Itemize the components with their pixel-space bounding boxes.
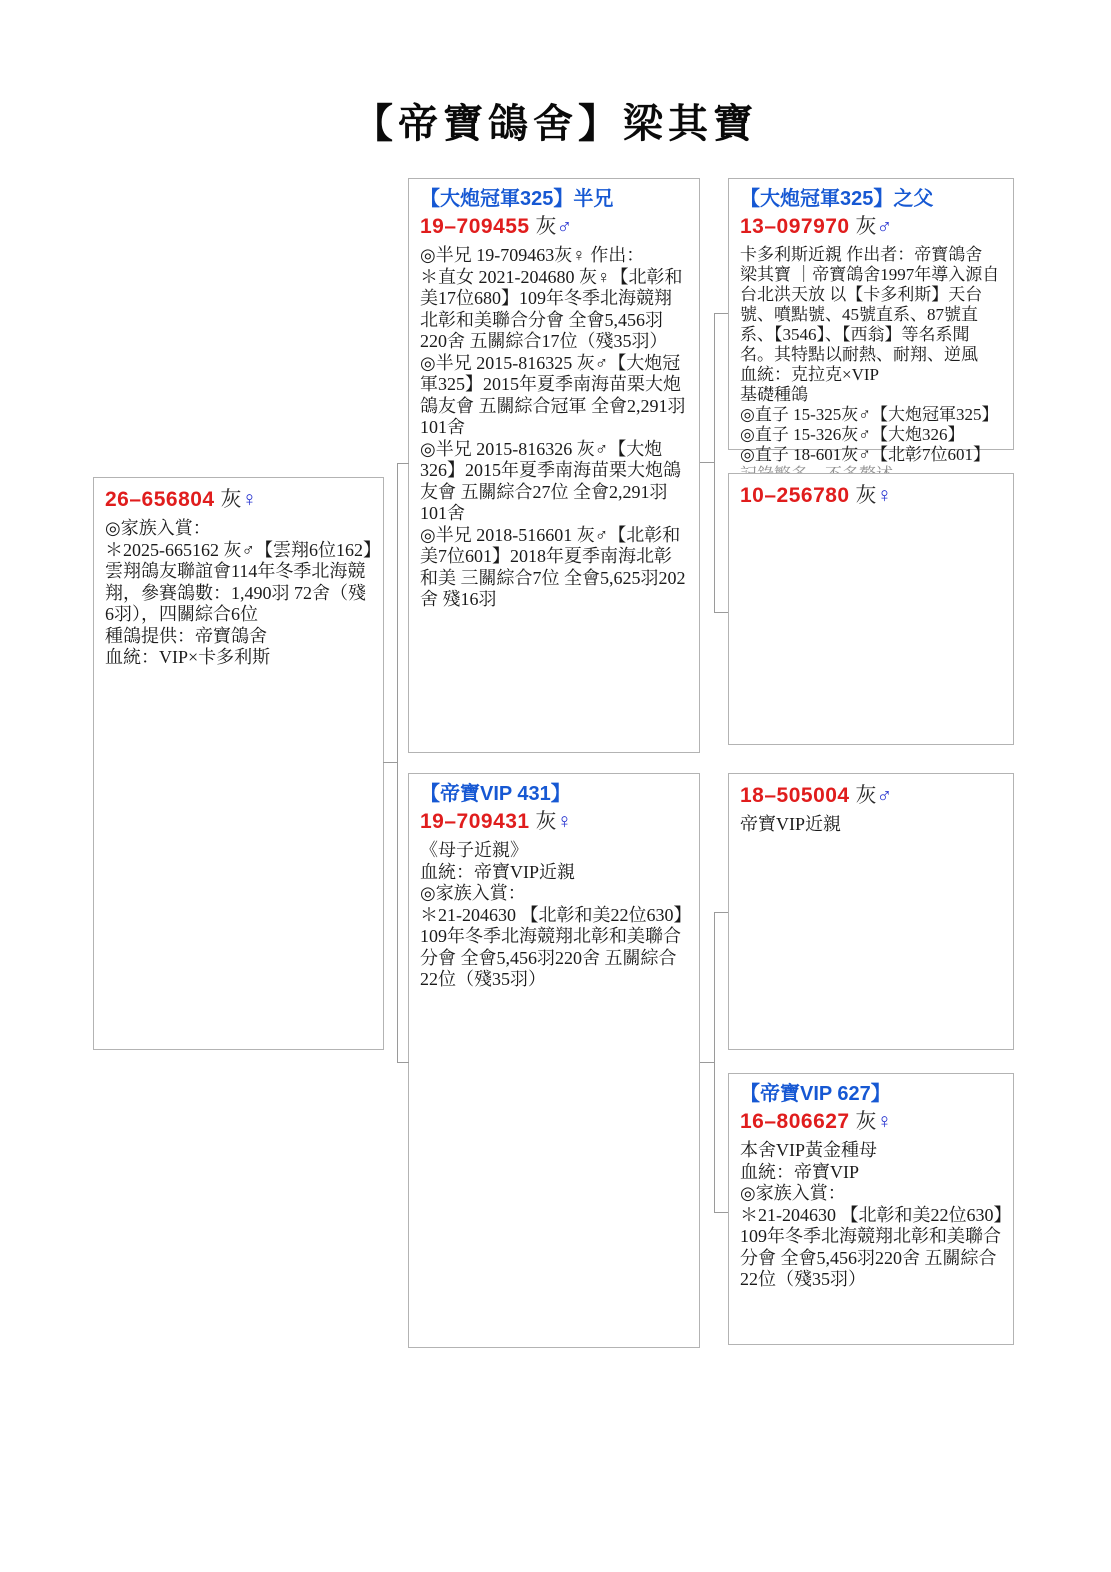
body-line: ＊21-204630 【北彰和美22位630】109年冬季北海競翔北彰和美聯合分會 全會5,456羽220舍 五關綜合22位（殘35羽） bbox=[420, 904, 683, 989]
ring-number: 16–806627 bbox=[740, 1110, 850, 1133]
connector-left-stub-subject bbox=[383, 762, 398, 763]
ring-number: 19–709431 bbox=[420, 810, 530, 833]
pigeon-card-sire bbox=[408, 178, 700, 753]
pigeon-card-dam bbox=[408, 773, 700, 1348]
ring-line bbox=[740, 781, 1003, 810]
ring-line bbox=[105, 485, 373, 514]
card-body bbox=[105, 518, 381, 669]
connector-left-vertical bbox=[397, 463, 398, 1063]
body-line: ◎半兄 2015-816326 灰♂【大炮326】2015年夏季南海苗栗大炮鴿友會 五關綜合27位 全會2,291羽101舍 bbox=[420, 438, 681, 523]
body-line: ◎直子 18-601灰♂【北彰7位601】 bbox=[740, 445, 990, 464]
card-title: 【帝寶VIP 627】 bbox=[740, 1083, 891, 1105]
card-body bbox=[420, 245, 689, 611]
connector-dam-stub-top bbox=[714, 912, 728, 913]
pigeon-card-dam-dam bbox=[728, 1073, 1014, 1345]
feather-color: 灰 bbox=[855, 214, 877, 238]
pigeon-card-dam-sire bbox=[728, 773, 1014, 1050]
feather-color: 灰 bbox=[855, 483, 877, 507]
connector-sire-stub-top bbox=[714, 313, 728, 314]
ring-line bbox=[420, 807, 689, 836]
body-line: ◎半兄 19-709463灰♀ 作出： bbox=[420, 245, 645, 265]
pigeon-card-subject bbox=[93, 477, 384, 1050]
feather-color: 灰 bbox=[855, 1109, 877, 1133]
connector-sire-vertical bbox=[714, 313, 715, 613]
sex-symbol: ♀ bbox=[556, 810, 573, 833]
sex-symbol: ♂ bbox=[876, 215, 893, 238]
body-line: ◎家族入賞： bbox=[105, 518, 211, 538]
ring-number: 18–505004 bbox=[740, 784, 850, 807]
card-body bbox=[740, 1140, 1003, 1291]
ring-number: 10–256780 bbox=[740, 484, 850, 507]
connector-sire-stub-bottom bbox=[714, 612, 728, 613]
card-title: 【大炮冠軍325】半兄 bbox=[420, 188, 614, 210]
ring-number: 26–656804 bbox=[105, 488, 215, 511]
body-line: 血統：帝寶VIP bbox=[740, 1161, 860, 1182]
body-line: 帝寶VIP近親 bbox=[740, 814, 842, 834]
body-line: ＊21-204630 【北彰和美22位630】109年冬季北海競翔北彰和美聯合分會 全會5,456羽220舍 五關綜合22位（殘35羽） bbox=[740, 1204, 1003, 1289]
pigeon-card-sire-sire bbox=[728, 178, 1014, 464]
body-line: 卡多利斯近親 作出者：帝寶鴿舍 梁其寶 ｜帝寶鴿舍1997年導入源自 台北洪天放 以【卡多利斯】天台號、噴點號、45號直系、87號直系、【3546】、【西翁】等名系聞名。其特點以耐熱、耐翔、逆風 bbox=[740, 245, 1000, 364]
body-line: ＊2025-665162 灰♂【雲翔6位162】 bbox=[105, 539, 381, 560]
ring-line bbox=[740, 481, 1003, 510]
feather-color: 灰 bbox=[220, 487, 242, 511]
page-title: 【帝寶鴿舍】梁其寶 bbox=[353, 102, 758, 146]
body-line: ◎直子 15-326灰♂【大炮326】 bbox=[740, 425, 965, 444]
connector-dam-stub-mid bbox=[700, 1062, 715, 1063]
ring-number: 13–097970 bbox=[740, 215, 850, 238]
card-body bbox=[740, 814, 1003, 836]
body-line: 《母子近親》 bbox=[420, 840, 528, 860]
body-line: 基礎種鴿 bbox=[740, 385, 808, 404]
connector-sire-stub-mid bbox=[700, 462, 715, 463]
ring-line bbox=[740, 1107, 1003, 1136]
card-title: 【帝寶VIP 431】 bbox=[420, 783, 571, 805]
card-title: 【大炮冠軍325】之父 bbox=[740, 188, 934, 210]
body-line: ◎家族入賞： bbox=[740, 1183, 846, 1203]
pigeon-card-sire-dam bbox=[728, 473, 1014, 745]
feather-color: 灰 bbox=[535, 809, 557, 833]
sex-symbol: ♀ bbox=[876, 1110, 893, 1133]
sex-symbol: ♂ bbox=[876, 784, 893, 807]
body-line: 血統：VIP×卡多利斯 bbox=[105, 647, 271, 667]
body-line: ◎半兄 2018-516601 灰♂【北彰和美7位601】2018年夏季南海北彰和美 三關綜合7位 全會5,625羽202舍 殘16羽 bbox=[420, 524, 686, 609]
body-line: 血統：帝寶VIP近親 bbox=[420, 861, 576, 882]
feather-color: 灰 bbox=[855, 783, 877, 807]
sex-symbol: ♂ bbox=[556, 215, 573, 238]
card-body bbox=[740, 245, 1003, 465]
ring-line bbox=[420, 212, 689, 241]
sex-symbol: ♀ bbox=[876, 484, 893, 507]
body-line: ◎半兄 2015-816325 灰♂【大炮冠軍325】2015年夏季南海苗栗大炮鴿友會 五關綜合冠軍 全會2,291羽101舍 bbox=[420, 352, 686, 437]
card-body bbox=[420, 840, 689, 991]
ring-number: 19–709455 bbox=[420, 215, 530, 238]
body-line: 種鴿提供：帝寶鴿舍 bbox=[105, 625, 267, 646]
connector-left-stub-sire bbox=[397, 463, 409, 464]
connector-left-stub-dam bbox=[397, 1062, 409, 1063]
body-line: 血統：克拉克×VIP bbox=[740, 365, 879, 384]
body-line: 雲翔鴿友聯誼會114年冬季北海競翔，參賽鴿數：1,490羽 72舍（殘6羽），四關綜合6位 bbox=[105, 561, 366, 624]
body-line: ◎家族入賞： bbox=[420, 883, 526, 903]
connector-dam-stub-bottom bbox=[714, 1212, 728, 1213]
body-line: 本舍VIP黃金種母 bbox=[740, 1140, 878, 1160]
ring-line bbox=[740, 212, 1003, 241]
feather-color: 灰 bbox=[535, 214, 557, 238]
sex-symbol: ♀ bbox=[241, 488, 258, 511]
body-line: ＊直女 2021-204680 灰♀【北彰和美17位680】109年冬季北海競翔北彰和美聯合分會 全會5,456羽220舍 五關綜合17位（殘35羽） bbox=[420, 266, 683, 351]
body-line: ◎直子 15-325灰♂【大炮冠軍325】 bbox=[740, 405, 999, 424]
